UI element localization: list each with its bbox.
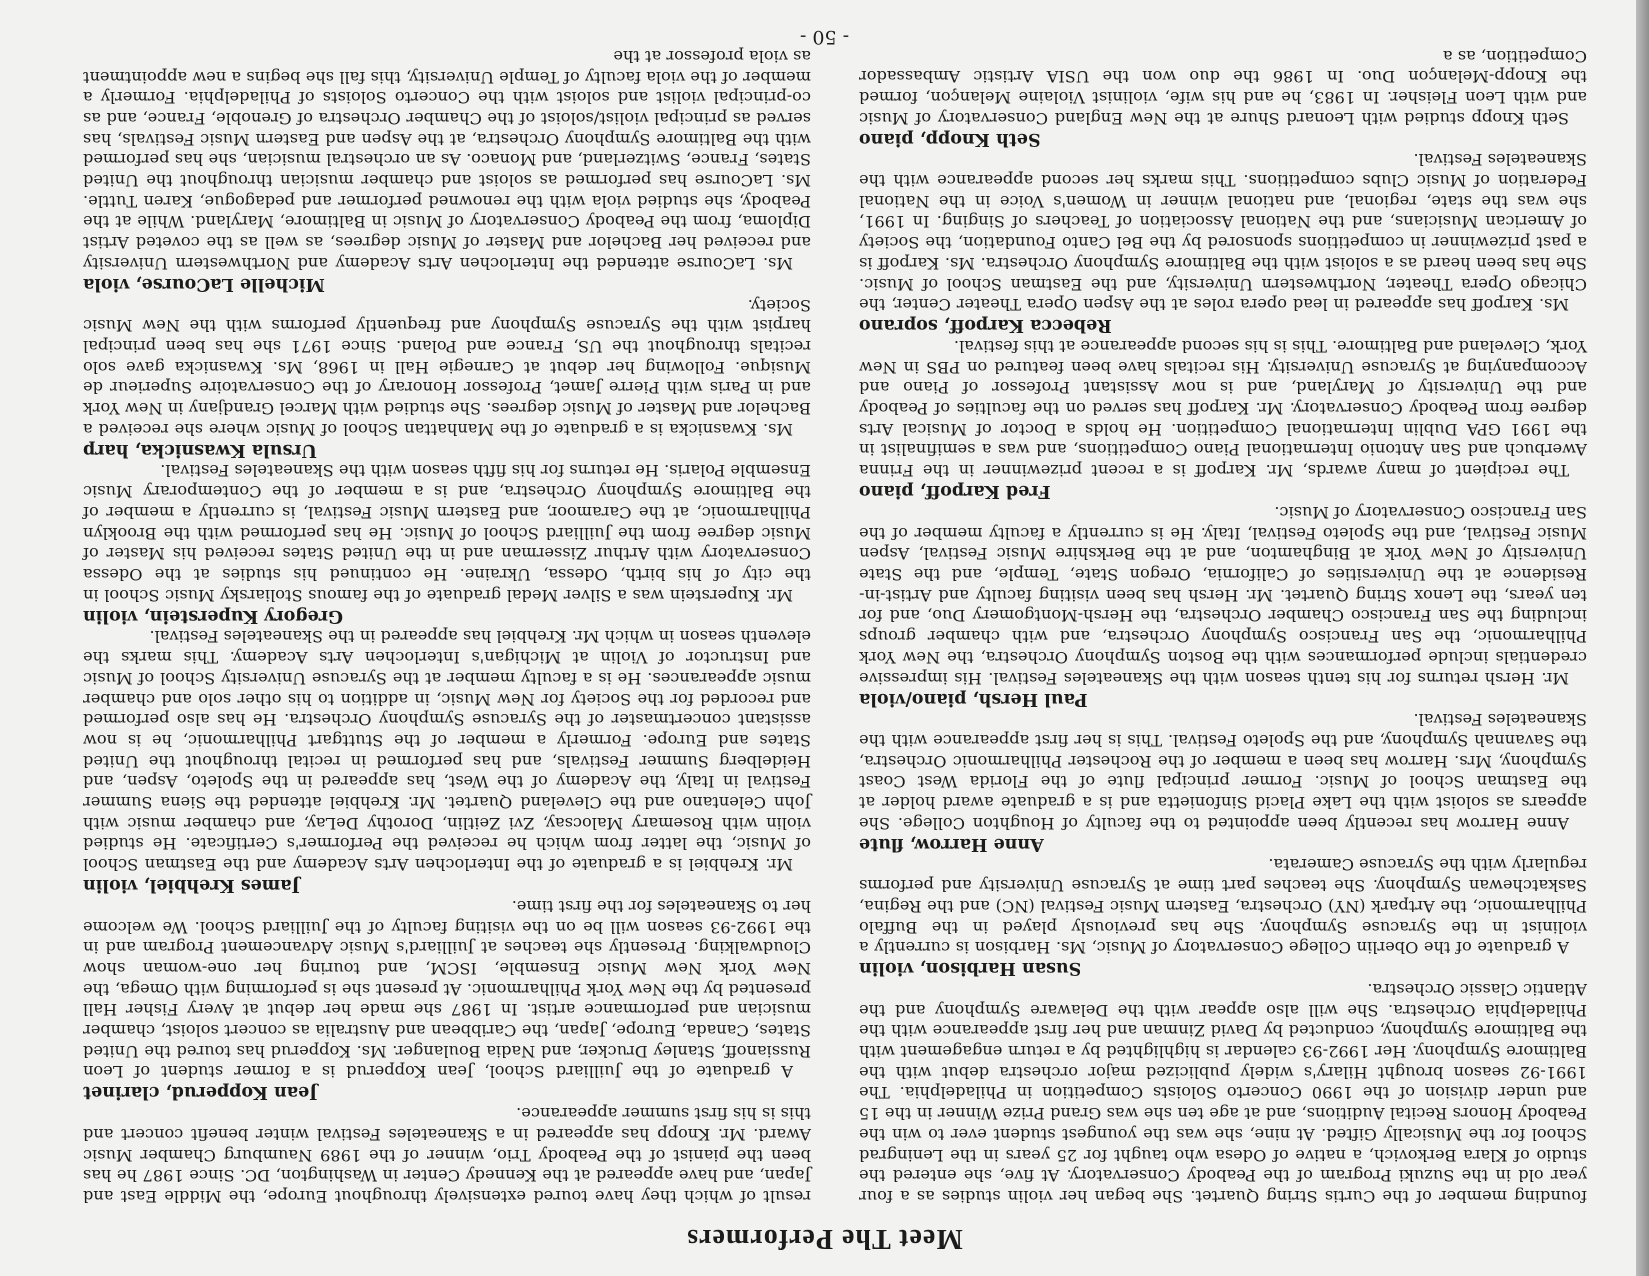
performer-heading: Jean Kopperud, clarinet	[83, 1082, 318, 1103]
left-column	[859, 45, 1587, 1206]
performer-heading: Paul Hersh, piano/viola	[859, 688, 1088, 709]
bio-paragraph: Mr. Kuperstein was a Silver Medal graduate of the famous Stoliarsky Music School in the city of his birth, Odessa, Ukraine. He continued his studies at the Odessa Conservatory with Arthur Zisserman and in the United States received his Master of Music degree from the Juilliard School of Music. He has performed with the Brooklyn Philharmonic, at the Caramoor, and Eastern Music Festival, is currently a member of the Baltimore Symphony Orchestra, and is a member of the Contemporary Music Ensemble Polaris. He returns for his fifth season with the Skaneateles Festival.	[83, 461, 811, 605]
page-title: Meet The Performers	[686, 1223, 963, 1254]
performer-heading: Gregory Kuperstein, violin	[83, 605, 343, 626]
bio-paragraph: founding member of the Curtis String Quartet. She began her violin studies as a four year old in the Suzuki Program of the Peabody Conservatory. At five, she entered the studio of Klara Berkovich, a native of Odesa who taught for 25 years in the Leningrad School for the Musically Gifted. At nine, she was the youngest student ever to win the Peabody Honors Recital Auditions, and at age ten she was Grand Prize Winner in the 15 and under division of the 1990 Concerto Soloists Competition in Philadelphia. The 1991-92 season brought Hilary's widely publicized major orchestra debut with the Baltimore Symphony. Her 1992-93 calendar is highlighted by a return engagement with the Baltimore Symphony, conducted by David Zinman and her first appearance with the Philadelphia Orchestra. She will also appear with the Delaware Symphony and the Atlantic Classic Orchestra.	[859, 979, 1587, 1206]
performer-heading: James Krehbiel, violin	[83, 875, 300, 896]
performer-heading: Fred Karpoff, piano	[859, 481, 1051, 502]
bio-paragraph: result of which they have toured extensively throughout Europe, the Middle East and Japan, and have appeared at the Kennedy Center in Washington, DC. Since 1987 he has been the pianist of the Peabody Trio, winner of the 1989 Naumburg Chamber Music Award. Mr. Knopp has appeared in a Skaneateles Festival winter benefit concert and this is his first summer appearance.	[83, 1104, 811, 1206]
bio-paragraph: Ms. Kwasnicka is a graduate of the Manhattan School of Music where she received a Bachelor and Master of Music degrees. She studied with Marcel Grandjany in New York and in Paris with Pierre Jamet, Professor Honorary of the Conservatoire Superieur de Musique. Following her debut at Carnegie Hall in 1968, Ms. Kwasnicka gave solo recitals throughout the US, France and Poland. Since 1971 she has been principal harpist with the Syracuse Symphony and frequently performs with the New Music Society.	[83, 295, 811, 439]
right-column	[83, 45, 811, 1206]
performer-heading: Ursula Kwasnicka, harp	[83, 439, 317, 460]
bio-paragraph: A graduate of the Juilliard School, Jean Kopperud is a former student of Leon Russianoff, Stanley Drucker, and Nadia Boulanger. Ms. Kopperud has toured the United States, Canada, Europe, Japan, the Caribbean and Australia as concert soloist, chamber musician and performance artist. In 1987 she made her debut at Avery Fisher Hall presented by the New York Philharmonic. At present she is performing with Omega, the New York New Music Ensemble, ISCM, and touring her one-woman show Cloudwalking. Presently she teaches at Juilliard's Music Advancement Program and in the 1992-93 season will be on the visiting faculty of the Juilliard School. We welcome her to Skaneateles for the first time.	[83, 896, 811, 1082]
bio-paragraph: Mr. Krehbiel is a graduate of the Interlochen Arts Academy and the Eastman School of Music, the latter from which he received the Performer's Certificate. He studied violin with Rosemary Malocsay, Zvi Zeitlin, Dorothy DeLay, and chamber music with John Celentano and the Cleveland Quartet. Mr. Krehbiel attended the Siena Summer Festival in Italy, the Academy of the West, has appeared in the Spoleto, Aspen, and Heidelberg Summer Festivals, and has performed in recital throughout the United States and Europe. Formerly a member of the Stuttgart Philharmonic, he is now assistant concertmaster of the Syracuse Symphony Orchestra. He has also performed and recorded for the Society for New Music, in addition to his other solo and chamber music appearances. He is a faculty member at the Syracuse University School of Music and Instructor of Violin at Michigan's Interlochen Arts Academy. This marks the eleventh season in which Mr. Krehbiel has appeared in the Skaneateles Festival.	[83, 627, 811, 875]
bio-paragraph: A graduate of the Oberlin College Conservatory of Music, Ms. Harbison is currently a violinist in the Syracuse Symphony. She has previously played in the Buffalo Philharmonic, the Artpark (NY) Orchestra, Eastern Music Festival (NC) and the Regina, Saskatchewan Symphony. She teaches part time at Syracuse University and performs regularly with the Syracuse Camerata.	[859, 855, 1587, 958]
scan-edge-shadow	[1636, 0, 1649, 1276]
performer-heading: Anne Harrow, flute	[859, 833, 1044, 854]
performer-heading: Rebecca Karpoff, soprano	[859, 315, 1112, 336]
performer-heading: Seth Knopp, piano	[859, 128, 1041, 149]
bio-paragraph: Mr. Hersh returns for his tenth season with the Skaneateles Festival. His impressive credentials include performances with the Boston Symphony Orchestra, the New York Philharmonic, the San Francisco Symphony Orchestra, and with chamber groups including the San Francisco Chamber Orchestra, the Hersh-Montgomery Duo, and for ten years, the Lenox String Quartet. Mr. Hersh has been visiting faculty and Artist-in-Residence at the Universities of California, Oregon State, Temple, and the State University of New York at Binghamton, and at the Berkshire Music Festival, Aspen Music Festival, and the Spoleto Festival, Italy. He is currently a faculty member of the San Francisco Conservatory of Music.	[859, 502, 1587, 688]
page-number: - 50 -	[799, 26, 850, 48]
bio-paragraph: The recipient of many awards, Mr. Karpoff is a recent prizewinner in the Frinna Awerbuch and San Antonio International Piano Competitions, and was a semifinalist in the 1991 GPA Dublin International Competition. He holds a Doctor of Musical Arts degree from Peabody Conservatory. Mr. Karpoff has served on the faculties of Peabody and the University of Maryland, and is now Assistant Professor of Piano and Accompanying at Syracuse University. His recitals have been featured on PBS in New York, Cleveland and Baltimore. This is his second appearance at this festival.	[859, 336, 1587, 481]
bio-paragraph: Ms. Karpoff has appeared in lead opera roles at the Aspen Opera Theater Center, the Chicago Opera Theater, Northwestern University, and the Eastman School of Music. She has been heard as a soloist with the Baltimore Symphony Orchestra. Ms. Karpoff is a past prizewinner in competitions sponsored by the Bel Canto Foundation, the Society of American Musicians, and the National Association of Teachers of Singing. In 1991, she was the state, regional, and national winner in Women's Voice in the National Federation of Music Clubs competitions. This marks her second appearance with the Skaneateles Festival.	[859, 150, 1587, 315]
performer-heading: Susan Harbison, violin	[859, 958, 1082, 979]
performer-heading: Michelle LaCourse, viola	[83, 273, 325, 294]
bio-paragraph: Anne Harrow has recently been appointed to the faculty of Houghton College. She appears as soloist with the Lake Placid Sinfonietta and is a graduate award holder at the Eastman School of Music. Former principal flute of the Florida West Coast Symphony, Mrs. Harrow has been a member of the Rochester Philharmonic Orchestra, the Savannah Symphony, and the Spoleto Festival. This is her first appearance with the Skaneateles Festival.	[859, 710, 1587, 833]
bio-paragraph: Ms. LaCourse attended the Interlochen Arts Academy and Northwestern University and received her Bachelor and Master of Music degrees, as well as the coveted Artist Diploma, from the Peabody Conservatory of Music in Baltimore, Maryland. While at the Peabody, she studied viola with the renowned performer and pedagogue, Karen Tuttle. Ms. LaCourse has performed as soloist and chamber musician throughout the United States, France, Switzerland, and Monaco. As an orchestral musician, she has performed with the Baltimore Symphony Orchestra, at the Aspen and Eastern Music Festivals, has served as principal violist/soloist of the Chamber Orchestra of Grenoble, France, and as co-principal violist and soloist with the Concerto Soloists of Philadelphia. Formerly a member of the viola faculty of Temple University, this fall she begins a new appointment as viola professor at the	[83, 46, 811, 273]
bio-paragraph: Seth Knopp studied with Leonard Shure at the New England Conservatory of Music and with Leon Fleisher. In 1983, he and his wife, violinist Violaine Melançon, formed the Knopp-Melançon Duo. In 1986 the duo won the USIA Artistic Ambassador Competition, as a	[859, 46, 1587, 128]
